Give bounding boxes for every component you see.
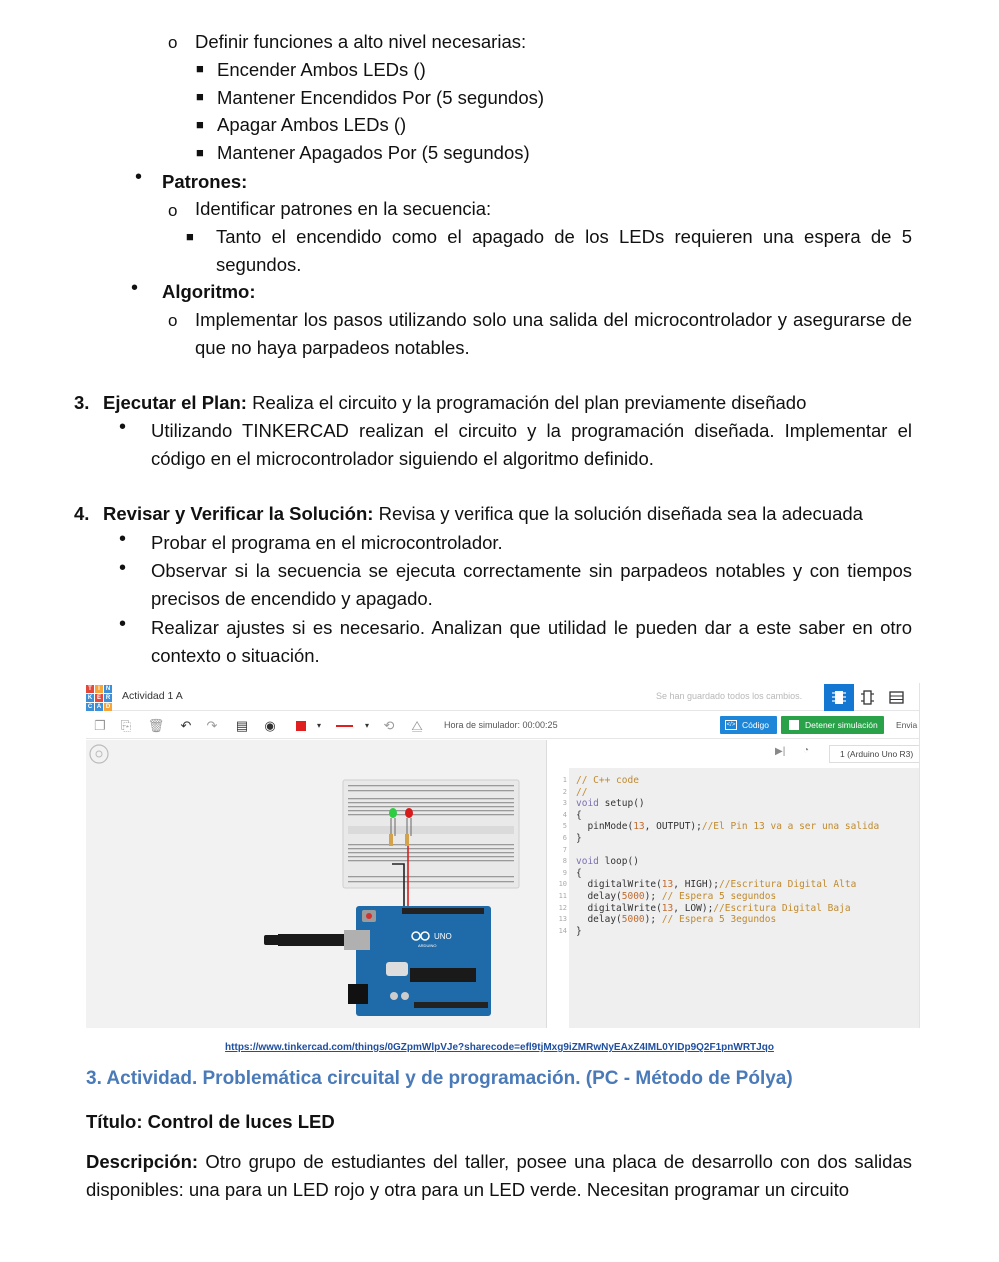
heading-patrones: Patrones: — [162, 171, 248, 192]
square-bullet: ■ — [196, 61, 204, 76]
stop-icon — [789, 720, 799, 730]
delete-icon[interactable]: 🗑 — [147, 718, 165, 733]
activity-title: Título: Control de luces LED — [86, 1111, 335, 1132]
list-item: Probar el programa en el microcontrolador. — [151, 532, 503, 553]
resistor — [389, 834, 393, 846]
square-bullet: ■ — [196, 89, 204, 104]
arduino-board — [356, 906, 491, 1016]
bullet: • — [119, 528, 127, 550]
stop-simulation-button[interactable] — [781, 716, 884, 734]
logo-letter: N — [105, 686, 111, 692]
components-list-button[interactable] — [884, 684, 908, 711]
list-item: Mantener Encendidos Por (5 segundos) — [217, 87, 545, 108]
circuit-drawing — [86, 740, 546, 1028]
list-item: Observar si la secuencia se ejecuta correctamente sin parpadeos notables y con tiempos precisos de encendido y apagado. — [151, 560, 912, 609]
schematic-icon — [856, 684, 880, 711]
section-title: Revisar y Verificar la Solución: — [103, 503, 374, 524]
project-title[interactable]: Actividad 1 A — [122, 690, 183, 702]
list-item: Implementar los pasos utilizando solo una salida del microcontrolador y asegurarse de que no haya parpadeos notables. — [195, 309, 912, 358]
code-line: void setup() — [576, 798, 645, 810]
section-text: Revisa y verifica que la solución diseñada sea la adecuada — [373, 503, 863, 524]
code-button-label: Código — [742, 720, 769, 730]
tinkercad-screenshot — [86, 683, 920, 1028]
logo-letter: A — [96, 704, 102, 710]
line-number: 9 — [562, 868, 567, 877]
notes-visibility-icon[interactable]: ◉ — [264, 718, 276, 733]
bullet: • — [119, 557, 127, 579]
line-number: 1 — [562, 776, 567, 784]
code-icon: </> — [726, 722, 736, 728]
list-item: Realizar ajustes si es necesario. Analizan que utilidad le pueden dar a este saber en otro contexto o situación. — [151, 617, 912, 666]
logo-letter: D — [105, 704, 111, 710]
code-button[interactable] — [720, 716, 777, 734]
circle-bullet: o — [168, 201, 178, 220]
power-jack — [348, 984, 368, 1004]
code-editor-panel — [546, 740, 920, 1028]
code-line: void loop() — [576, 856, 639, 868]
section-line — [103, 389, 806, 417]
section-title: Ejecutar el Plan: — [103, 392, 247, 413]
code-line: { — [576, 867, 582, 879]
device-select[interactable]: 1 (Arduino Uno R3) — [829, 745, 920, 763]
code-line: // — [576, 786, 588, 798]
code-line: // C++ code — [576, 775, 639, 786]
top-bar — [86, 683, 920, 711]
activity-description — [86, 1148, 912, 1204]
list-item: Identificar patrones en la secuencia: — [195, 198, 492, 219]
description-text: Otro grupo de estudiantes del taller, posee una placa de desarrollo con dos salidas disponibles: una para un LED rojo y otra para un LED verde. Necesitan programar un circuito — [86, 1151, 912, 1200]
code-line: delay(5000); // Espera 5 segundos — [576, 891, 777, 902]
board-model: UNO — [434, 932, 452, 941]
bullet: • — [135, 166, 143, 188]
stop-simulation-label: Detener simulación — [805, 720, 878, 730]
save-status: Se han guardado todos los cambios. — [656, 691, 803, 701]
redo-icon[interactable]: ↷ — [206, 718, 218, 733]
logo-letter: R — [105, 695, 111, 701]
toolbar — [86, 712, 920, 739]
simulator-time: Hora de simulador: 00:00:25 — [444, 720, 558, 730]
circuit-view-button[interactable] — [824, 684, 854, 711]
list-item: Utilizando TINKERCAD realizan el circuito y la programación diseñada. Implementar el código en el microcontrolador siguiendo el algoritmo definido. — [151, 420, 912, 469]
green-led — [389, 808, 397, 818]
logo-letter: K — [87, 695, 93, 701]
section-line — [103, 500, 863, 528]
line-number: 11 — [558, 892, 567, 900]
list-item: Mantener Apagados Por (5 segundos) — [217, 142, 530, 163]
section-heading: 3. Actividad. Problemática circuital y de programación. (PC - Método de Pólya) — [86, 1068, 793, 1089]
line-number: 14 — [558, 926, 567, 935]
tinkercad-link[interactable]: https://www.tinkercad.com/things/0GZpmWlpVJe?sharecode=efl9tjMxg9iZMRwNyEAxZ4IML0YIDp9Q2F1pnWRTJqo — [225, 1042, 774, 1053]
chevron-down-icon[interactable]: ▾ — [364, 721, 369, 730]
line-number: 2 — [562, 787, 567, 796]
wire-type-icon[interactable] — [336, 725, 353, 727]
code-line: digitalWrite(13, HIGH);//Escritura Digital Alta — [576, 879, 857, 891]
section-text: Realiza el circuito y la programación del plan previamente diseñado — [246, 392, 807, 413]
send-button[interactable]: Envia — [896, 720, 918, 730]
square-bullet: ■ — [196, 145, 204, 160]
copy-icon[interactable]: ❐ — [94, 718, 106, 733]
undo-icon[interactable]: ↶ — [180, 718, 192, 733]
list-item: Tanto el encendido como el apagado de los LEDs requieren una espera de 5 segundos. — [216, 226, 912, 275]
debug-icon[interactable]: ◔ — [803, 745, 810, 756]
code-area[interactable] — [569, 768, 920, 1028]
section-number: 4. — [74, 503, 90, 524]
line-number: 13 — [558, 915, 567, 924]
rotate-icon[interactable]: ⟲ — [383, 718, 395, 733]
color-swatch[interactable] — [296, 721, 306, 731]
microcontroller-chip — [410, 968, 476, 982]
square-bullet: ■ — [196, 117, 204, 132]
bullet: • — [131, 277, 139, 299]
line-number: 3 — [562, 799, 567, 808]
board-brand: ARDUINO — [418, 943, 437, 948]
red-led — [405, 808, 413, 818]
line-number: 12 — [558, 903, 567, 912]
step-icon[interactable]: ▶| — [775, 746, 786, 757]
logo-letter: I — [95, 685, 103, 693]
section-number: 3. — [74, 392, 90, 413]
note-icon[interactable]: ▤ — [235, 718, 249, 733]
usb-connector — [344, 930, 370, 950]
code-line: pinMode(13, OUTPUT);//El Pin 13 va a ser una salida — [576, 821, 880, 833]
logo-letter: C — [87, 704, 93, 710]
editor-toolbar — [547, 740, 920, 767]
list-item: Encender Ambos LEDs () — [217, 59, 426, 80]
description-label: Descripción: — [86, 1151, 199, 1172]
circuit-canvas[interactable] — [86, 740, 546, 1028]
logo-letter: T — [86, 685, 94, 693]
code-line: } — [576, 925, 582, 937]
paste-icon[interactable]: ⎘ — [120, 718, 132, 733]
code-line: } — [576, 833, 582, 844]
code-line: digitalWrite(13, LOW);//Escritura Digital Baja — [576, 902, 851, 914]
heading-algoritmo: Algoritmo: — [162, 281, 256, 302]
circle-bullet: o — [168, 311, 178, 330]
chip-icon — [824, 684, 854, 711]
line-numbers — [547, 768, 569, 1028]
code-line: delay(5000); // Espera 5 3egundos — [576, 914, 777, 926]
line-number: 6 — [562, 834, 567, 842]
bullet: • — [119, 613, 127, 635]
line-number: 7 — [562, 845, 567, 854]
flip-icon[interactable]: ⧋ — [411, 718, 423, 733]
logo-letter: E — [96, 695, 101, 701]
bullet: • — [119, 416, 127, 438]
list-item: Definir funciones a alto nivel necesarias: — [195, 31, 527, 52]
usb-cable — [278, 934, 344, 946]
line-number: 4 — [562, 810, 567, 819]
line-number: 8 — [562, 857, 567, 866]
code-line: { — [576, 809, 582, 821]
tinkercad-logo — [86, 685, 112, 710]
resistor — [405, 834, 409, 846]
line-number: 10 — [558, 880, 567, 889]
line-number: 5 — [562, 822, 567, 831]
chevron-down-icon[interactable]: ▾ — [316, 721, 321, 730]
list-icon — [884, 684, 908, 711]
schematic-view-button[interactable] — [856, 684, 880, 711]
square-bullet: ■ — [186, 229, 194, 244]
fit-view-icon — [90, 745, 108, 763]
list-item: Apagar Ambos LEDs () — [217, 114, 407, 135]
circle-bullet: o — [168, 33, 178, 52]
